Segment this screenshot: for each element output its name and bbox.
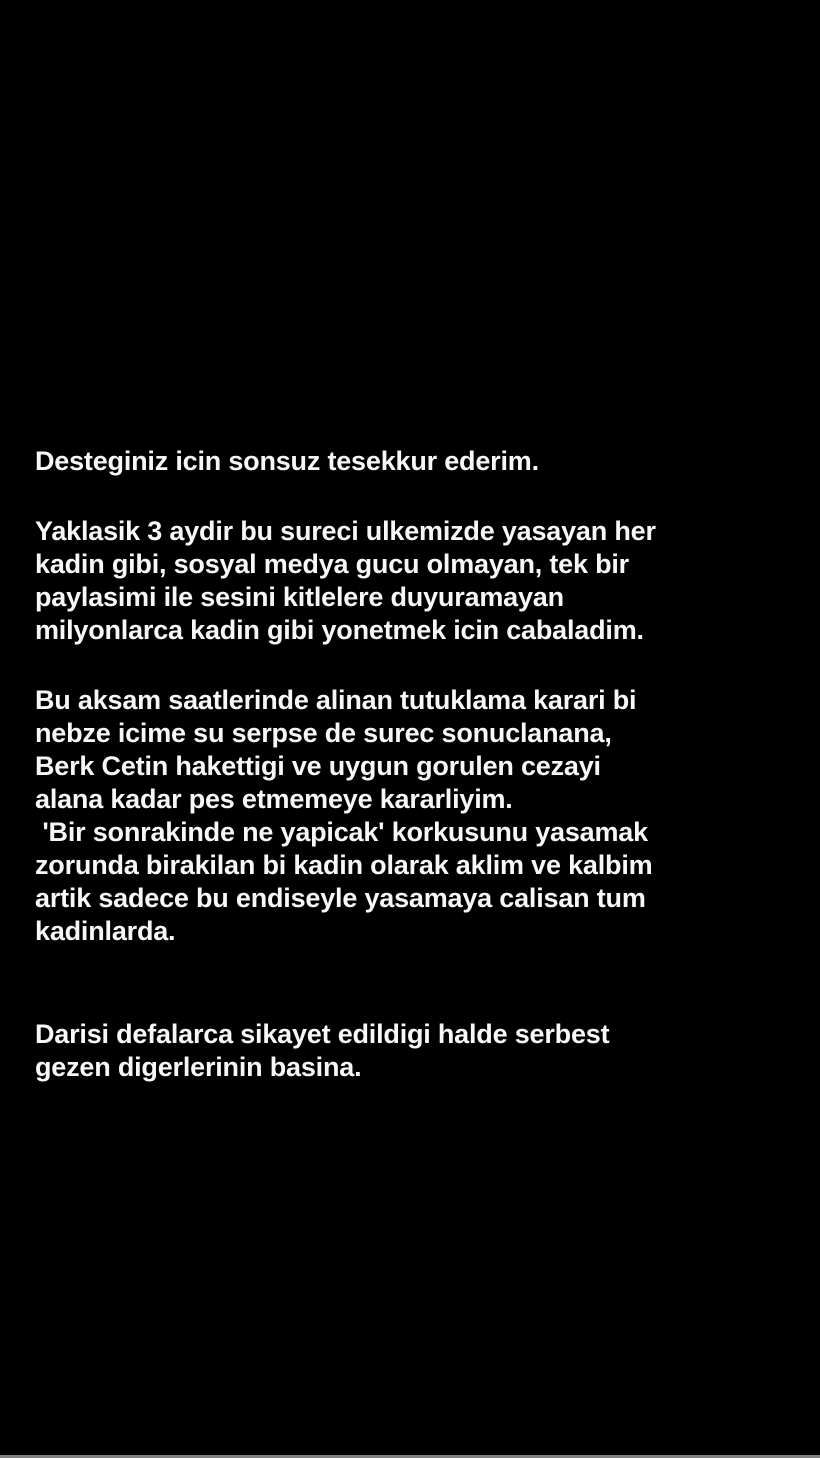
paragraph-thanks <box>35 445 790 478</box>
paragraph-closing <box>35 1018 790 1084</box>
text-line: 'Bir sonrakinde ne yapicak' korkusunu yasamak <box>35 817 648 847</box>
text-line: alana kadar pes etmemeye kararliyim. <box>35 784 513 814</box>
text-line: Berk Cetin hakettigi ve uygun gorulen cezayi <box>35 751 601 781</box>
text-line: paylasimi ile sesini kitlelere duyuramayan <box>35 582 564 612</box>
text-line: milyonlarca kadin gibi yonetmek icin cabaladim. <box>35 615 644 645</box>
text-line: Bu aksam saatlerinde alinan tutuklama karari bi <box>35 685 637 715</box>
text-line: Darisi defalarca sikayet edildigi halde serbest <box>35 1019 610 1049</box>
text-line: Desteginiz icin sonsuz tesekkur ederim. <box>35 446 539 476</box>
text-line: kadin gibi, sosyal medya gucu olmayan, tek bir <box>35 549 629 579</box>
text-line: nebze icime su serpse de surec sonuclanana, <box>35 718 612 748</box>
paragraph-process <box>35 515 790 647</box>
paragraph-decision <box>35 684 790 948</box>
text-line: Yaklasik 3 aydir bu sureci ulkemizde yasayan her <box>35 516 656 546</box>
story-text <box>35 445 790 1084</box>
text-line: artik sadece bu endiseyle yasamaya calisan tum <box>35 883 646 913</box>
text-line: zorunda birakilan bi kadin olarak aklim ve kalbim <box>35 850 653 880</box>
text-line: kadinlarda. <box>35 916 176 946</box>
text-line: gezen digerlerinin basina. <box>35 1052 362 1082</box>
